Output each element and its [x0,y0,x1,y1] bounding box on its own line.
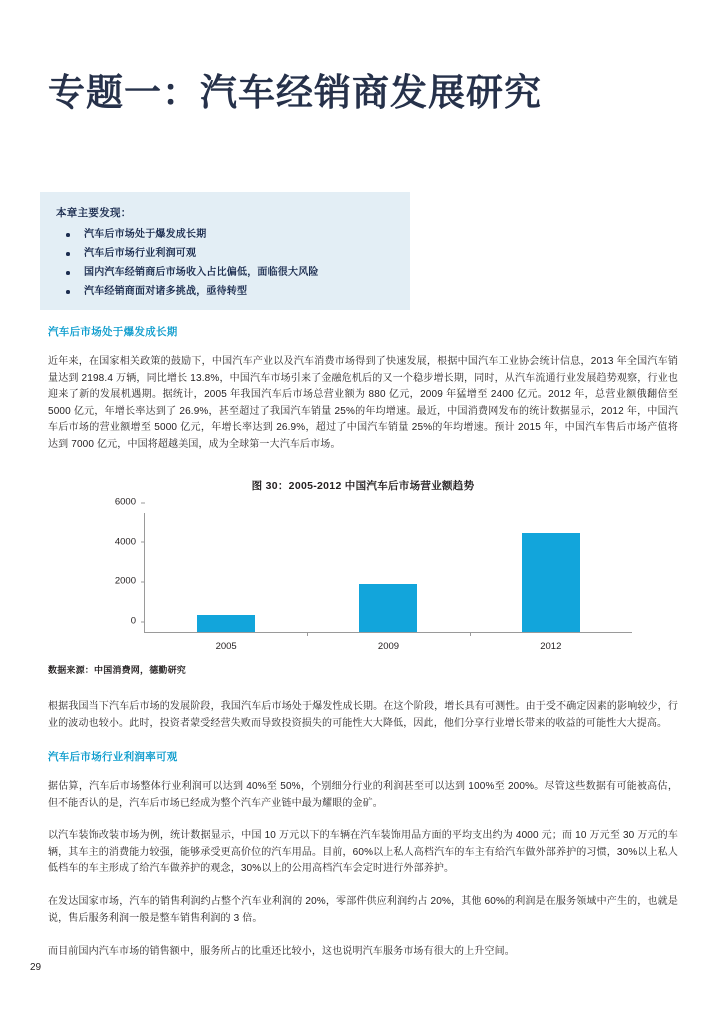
tick-mark [141,502,145,503]
chart-axes [114,496,632,652]
list-item [56,286,394,298]
chapter-summary-box [40,192,410,310]
tick-mark [470,632,471,636]
x-axis-label: 2012 [540,641,562,652]
section-heading-aftermarket-growth: 汽车后市场处于爆发成长期 [48,326,178,338]
chart-figure-30 [48,478,678,683]
y-tick-label: 6000 [114,496,136,508]
paragraph-profit-margin-3: 在发达国家市场，汽车的销售利润约占整个汽车业利润的 20%，零部件供应利润约占 20%，其他 60%的利润是在服务领域中产生的，也就是说，售后服务利润一般是整车销售利润的 3 倍。 [48,896,678,924]
summary-bullet-text: 汽车后市场处于爆发成长期 [84,229,207,240]
y-axis-tick-2000 [115,576,145,587]
y-tick-label: 0 [130,615,136,627]
y-axis-tick-4000 [115,536,145,547]
bullet-icon [66,271,70,275]
x-axis-label: 2005 [215,641,237,652]
summary-bullet-text: 国内汽车经销商后市场收入占比偏低，面临很大风险 [84,267,319,278]
paragraph-aftermarket-growth-1: 近年来，在国家相关政策的鼓励下，中国汽车产业以及汽车消费市场得到了快速发展，根据中国汽车工业协会统计信息，2013 年全国汽车销量达到 2198.4 万辆，同比增长 13.8%，中国汽车市场引来了金融危机后的又一个稳步增长期，同时，从汽车流通行业发展趋势观察，行业也迎来了新的发展机遇期。据统计，2005 年我国汽车后市场总营业额为 880 亿元，2009 年猛增至 2400 亿元。2012 年，总营业额俄翻倍至 5000 亿元，年增长率达到了 26.9%，甚至超过了我国汽车销量 25%的年均增速。最近，中国消费网发布的统计数据显示，2012 年，中国汽车后市场的营业额增至 5000 亿元，年增长率达到 26.9%，超过了中国汽车销量 25%的年均增速。预计 2015 年，中国汽车售后市场产值将达到 7000 亿元，中国将超越美国，成为全球第一大汽车后市场。 [48,356,678,450]
paragraph-aftermarket-growth-2: 根据我国当下汽车后市场的发展阶段，我国汽车后市场处于爆发性成长期。在这个阶段，增长具有可测性。由于受不确定因素的影响较少，行业的波动也较小。此时，投资者蒙受经营失败而导致投资损失的可能性大大降低，因此，他们分享行业增长带来的收益的可能性大大提高。 [48,701,678,729]
y-tick-label: 2000 [114,575,136,587]
bar-group-2009 [307,513,469,652]
y-tick-label: 4000 [114,536,136,548]
tick-mark [307,632,308,636]
y-axis-tick-0 [131,616,145,627]
summary-bullet-list [56,229,394,298]
summary-heading: 本章主要发现： [56,207,132,219]
summary-bullet-text: 汽车经销商面对诸多挑战，亟待转型 [84,286,248,297]
bar-2005 [197,615,255,632]
chart-plot-area [48,496,678,661]
bar-group-2012 [470,513,632,652]
chart-source-note: 数据来源：中国消费网，德勤研究 [48,665,187,675]
list-item [56,248,394,260]
paragraph-profit-margin-2: 以汽车装饰改装市场为例，统计数据显示，中国 10 万元以下的车辆在汽车装饰用品方面的平均支出约为 4000 元；而 10 万元至 30 万元的车辆，其车主的消费能力较强，能够承受更高价位的汽车用品。目前，60%以上私人高档汽车的车主有给汽车做外部养护的习惯，30%以上私人低档车的车主形成了给汽车做养护的观念，30%以上的公用高档汽车会定时进行外部养护。 [48,830,678,874]
bar-group-2005 [145,513,307,652]
list-item [56,229,394,241]
x-axis-label: 2009 [377,641,400,652]
chart-bars [145,513,632,652]
list-item [56,267,394,279]
paragraph-profit-margin-4: 而目前国内汽车市场的销售额中，服务所占的比重还比较小，这也说明汽车服务市场有很大的上升空间。 [48,946,515,957]
page-title: 专题一：汽车经销商发展研究 [48,72,542,114]
bullet-icon [66,252,70,256]
paragraph-profit-margin-1: 据估算，汽车后市场整体行业利润可以达到 40%至 50%，个别细分行业的利润甚至可以达到 100%至 200%。尽管这些数据有可能被高估，但不能否认的是，汽车后市场已经成为整个汽车产业链中最为耀眼的金矿。 [48,781,678,809]
bar-2012 [522,533,580,632]
bullet-icon [66,290,70,294]
y-axis-tick-6000 [115,497,145,508]
chart-title: 图 30：2005-2012 中国汽车后市场营业额趋势 [251,480,475,492]
bullet-icon [66,233,70,237]
summary-bullet-text: 汽车后市场行业利润可观 [84,248,197,259]
page-number: 29 [30,962,42,973]
section-heading-profit-margin: 汽车后市场行业利润率可观 [48,751,178,763]
bar-2009 [359,584,417,632]
